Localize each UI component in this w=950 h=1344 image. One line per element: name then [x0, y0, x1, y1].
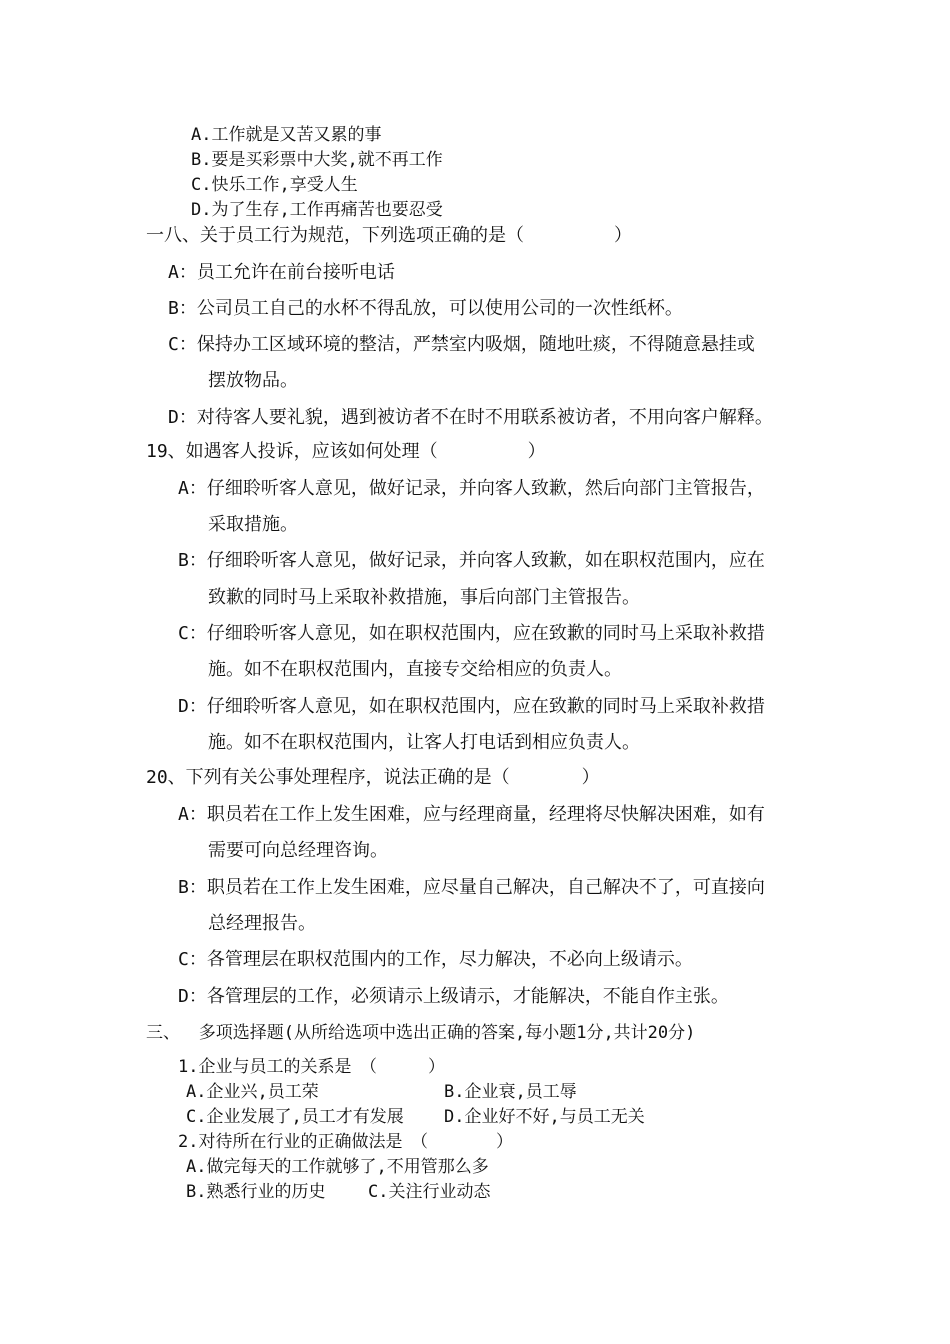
s3-q2-option-a: A.做完每天的工作就够了,不用管那么多	[186, 1157, 489, 1177]
q20-option-c: C：各管理层在职权范围内的工作，尽力解决，不必向上级请示。	[178, 949, 693, 970]
s3-q1-option-a: A.企业兴,员工荣	[186, 1082, 319, 1102]
q20-option-a-cont: 需要可向总经理咨询。	[208, 840, 388, 861]
q18-option-a: A：员工允许在前台接听电话	[168, 262, 395, 283]
q19-option-c-cont: 施。如不在职权范围内，直接专交给相应的负责人。	[208, 659, 622, 680]
question-18-title: 一八、关于员工行为规范，下列选项正确的是（ ）	[146, 225, 632, 246]
section-3-title: 三、 多项选择题(从所给选项中选出正确的答案,每小题1分,共计20分)	[146, 1023, 696, 1043]
s3-q2-option-c: C.关注行业动态	[368, 1182, 491, 1202]
q19-option-d-cont: 施。如不在职权范围内，让客人打电话到相应负责人。	[208, 732, 640, 753]
q19-option-a: A：仔细聆听客人意见，做好记录，并向客人致歉，然后向部门主管报告，	[178, 478, 765, 499]
q18-option-d: D：对待客人要礼貌，遇到被访者不在时不用联系被访者，不用向客户解释。	[168, 407, 773, 428]
q19-option-d: D：仔细聆听客人意见，如在职权范围内，应在致歉的同时马上采取补救措	[178, 696, 765, 717]
option-a-text: A.工作就是又苦又累的事	[191, 125, 382, 145]
q18-option-c: C：保持办工区域环境的整洁，严禁室内吸烟，随地吐痰，不得随意悬挂或	[168, 334, 755, 355]
q18-option-c-cont: 摆放物品。	[208, 370, 298, 391]
option-d-text: D.为了生存,工作再痛苦也要忍受	[191, 200, 443, 220]
q19-option-b: B：仔细聆听客人意见，做好记录，并向客人致歉，如在职权范围内，应在	[178, 550, 765, 571]
q19-option-b-cont: 致歉的同时马上采取补救措施，事后向部门主管报告。	[208, 587, 640, 608]
q20-option-b: B：职员若在工作上发生困难，应尽量自己解决，自己解决不了，可直接向	[178, 877, 765, 898]
s3-question-1-title: 1.企业与员工的关系是 （ ）	[178, 1057, 445, 1077]
s3-q1-option-b: B.企业衰,员工辱	[444, 1082, 577, 1102]
s3-q1-option-c: C.企业发展了,员工才有发展	[186, 1107, 404, 1127]
option-b-text: B.要是买彩票中大奖,就不再工作	[191, 150, 443, 170]
q20-option-b-cont: 总经理报告。	[208, 913, 316, 934]
q19-option-a-cont: 采取措施。	[208, 514, 298, 535]
s3-q1-option-d: D.企业好不好,与员工无关	[444, 1107, 645, 1127]
question-19-title: 19、如遇客人投诉，应该如何处理（ ）	[146, 441, 546, 462]
question-20-title: 20、下列有关公事处理程序，说法正确的是（ ）	[146, 767, 600, 788]
option-c-text: C.快乐工作,享受人生	[191, 175, 358, 195]
s3-q2-option-b: B.熟悉行业的历史	[186, 1182, 326, 1202]
q20-option-a: A：职员若在工作上发生困难，应与经理商量，经理将尽快解决困难，如有	[178, 804, 765, 825]
q20-option-d: D：各管理层的工作，必须请示上级请示，才能解决，不能自作主张。	[178, 986, 729, 1007]
q18-option-b: B：公司员工自己的水杯不得乱放，可以使用公司的一次性纸杯。	[168, 298, 683, 319]
s3-question-2-title: 2.对待所在行业的正确做法是 （ ）	[178, 1132, 513, 1152]
q19-option-c: C：仔细聆听客人意见，如在职权范围内，应在致歉的同时马上采取补救措	[178, 623, 765, 644]
